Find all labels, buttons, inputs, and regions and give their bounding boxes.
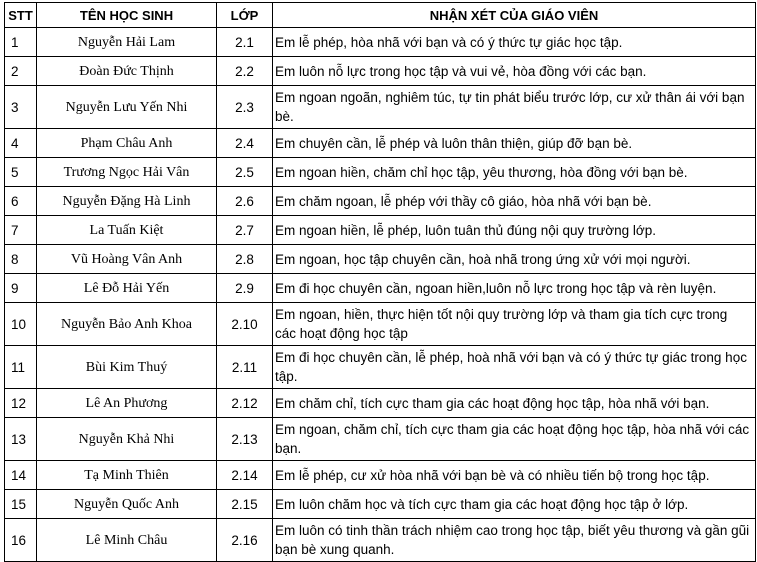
table-row	[5, 461, 756, 490]
row-student-name: Lê Đỗ Hải Yến	[37, 274, 217, 303]
row-class: 2.15	[217, 490, 273, 519]
row-class: 2.8	[217, 245, 273, 274]
row-class: 2.10	[217, 303, 273, 346]
row-class: 2.9	[217, 274, 273, 303]
row-student-name: Bùi Kim Thuý	[37, 346, 217, 389]
table-row	[5, 216, 756, 245]
row-class: 2.4	[217, 129, 273, 158]
row-comment: Em chăm chỉ, tích cực tham gia các hoạt động học tập, hòa nhã với bạn.	[273, 389, 756, 418]
row-comment: Em ngoan, học tập chuyên cần, hoà nhã trong ứng xử với mọi người.	[273, 245, 756, 274]
row-student-name: Đoàn Đức Thịnh	[37, 57, 217, 86]
row-class: 2.2	[217, 57, 273, 86]
row-comment: Em đi học chuyên cần, ngoan hiền,luôn nỗ lực trong học tập và rèn luyện.	[273, 274, 756, 303]
row-student-name: Nguyễn Đặng Hà Linh	[37, 187, 217, 216]
row-stt: 5	[5, 158, 37, 187]
table-row	[5, 245, 756, 274]
row-class: 2.13	[217, 418, 273, 461]
row-student-name: Tạ Minh Thiên	[37, 461, 217, 490]
row-student-name: Phạm Châu Anh	[37, 129, 217, 158]
row-comment: Em ngoan, hiền, thực hiện tốt nội quy trường lớp và tham gia tích cực trong các hoạt động học tập	[273, 303, 756, 346]
row-student-name: Lê An Phương	[37, 389, 217, 418]
row-class: 2.14	[217, 461, 273, 490]
row-comment: Em lễ phép, hòa nhã với bạn và có ý thức tự giác học tập.	[273, 28, 756, 57]
row-stt: 8	[5, 245, 37, 274]
row-comment: Em lễ phép, cư xử hòa nhã với bạn bè và có nhiều tiến bộ trong học tập.	[273, 461, 756, 490]
row-student-name: Nguyễn Lưu Yến Nhi	[37, 86, 217, 129]
row-student-name: La Tuấn Kiệt	[37, 216, 217, 245]
row-comment: Em luôn có tinh thần trách nhiệm cao trong học tập, biết yêu thương và gần gũi bạn bè xung quanh.	[273, 519, 756, 562]
row-class: 2.6	[217, 187, 273, 216]
header-row	[5, 3, 756, 28]
row-stt: 15	[5, 490, 37, 519]
row-comment: Em ngoan hiền, lễ phép, luôn tuân thủ đúng nội quy trường lớp.	[273, 216, 756, 245]
row-class: 2.1	[217, 28, 273, 57]
row-stt: 4	[5, 129, 37, 158]
row-stt: 14	[5, 461, 37, 490]
row-student-name: Nguyễn Quốc Anh	[37, 490, 217, 519]
row-stt: 9	[5, 274, 37, 303]
table-row	[5, 346, 756, 389]
table-body	[5, 28, 756, 562]
header-teacher-comment: NHẬN XÉT CỦA GIÁO VIÊN	[273, 3, 756, 28]
row-stt: 11	[5, 346, 37, 389]
header-student-name: TÊN HỌC SINH	[37, 3, 217, 28]
row-comment: Em đi học chuyên cần, lễ phép, hoà nhã với bạn và có ý thức tự giác trong học tập.	[273, 346, 756, 389]
row-comment: Em luôn chăm học và tích cực tham gia các hoạt động học tập ở lớp.	[273, 490, 756, 519]
row-comment: Em ngoan, chăm chỉ, tích cực tham gia các hoạt động học tập, hòa nhã với các bạn.	[273, 418, 756, 461]
row-class: 2.11	[217, 346, 273, 389]
row-comment: Em ngoan ngoãn, nghiêm túc, tự tin phát biểu trước lớp, cư xử thân ái với bạn bè.	[273, 86, 756, 129]
table-row	[5, 158, 756, 187]
row-class: 2.5	[217, 158, 273, 187]
table-row	[5, 274, 756, 303]
table-row	[5, 418, 756, 461]
row-student-name: Nguyễn Khả Nhi	[37, 418, 217, 461]
row-comment: Em chuyên cần, lễ phép và luôn thân thiện, giúp đỡ bạn bè.	[273, 129, 756, 158]
row-stt: 1	[5, 28, 37, 57]
row-stt: 16	[5, 519, 37, 562]
row-stt: 2	[5, 57, 37, 86]
row-class: 2.7	[217, 216, 273, 245]
header-class: LỚP	[217, 3, 273, 28]
row-stt: 13	[5, 418, 37, 461]
table-row	[5, 86, 756, 129]
row-comment: Em chăm ngoan, lễ phép với thầy cô giáo, hòa nhã với bạn bè.	[273, 187, 756, 216]
header-stt: STT	[5, 3, 37, 28]
row-student-name: Nguyễn Hải Lam	[37, 28, 217, 57]
row-class: 2.3	[217, 86, 273, 129]
row-comment: Em luôn nỗ lực trong học tập và vui vẻ, hòa đồng với các bạn.	[273, 57, 756, 86]
table-row	[5, 490, 756, 519]
row-stt: 6	[5, 187, 37, 216]
table-row	[5, 389, 756, 418]
row-stt: 3	[5, 86, 37, 129]
row-student-name: Nguyễn Bảo Anh Khoa	[37, 303, 217, 346]
table-row	[5, 519, 756, 562]
row-comment: Em ngoan hiền, chăm chỉ học tập, yêu thương, hòa đồng với bạn bè.	[273, 158, 756, 187]
student-comments-sheet	[4, 2, 756, 562]
table-row	[5, 28, 756, 57]
row-class: 2.12	[217, 389, 273, 418]
row-student-name: Lê Minh Châu	[37, 519, 217, 562]
row-class: 2.16	[217, 519, 273, 562]
table-row	[5, 57, 756, 86]
table-row	[5, 187, 756, 216]
student-comments-table	[4, 2, 756, 562]
row-stt: 7	[5, 216, 37, 245]
row-student-name: Trương Ngọc Hải Vân	[37, 158, 217, 187]
table-row	[5, 303, 756, 346]
row-student-name: Vũ Hoàng Vân Anh	[37, 245, 217, 274]
row-stt: 12	[5, 389, 37, 418]
row-stt: 10	[5, 303, 37, 346]
table-row	[5, 129, 756, 158]
